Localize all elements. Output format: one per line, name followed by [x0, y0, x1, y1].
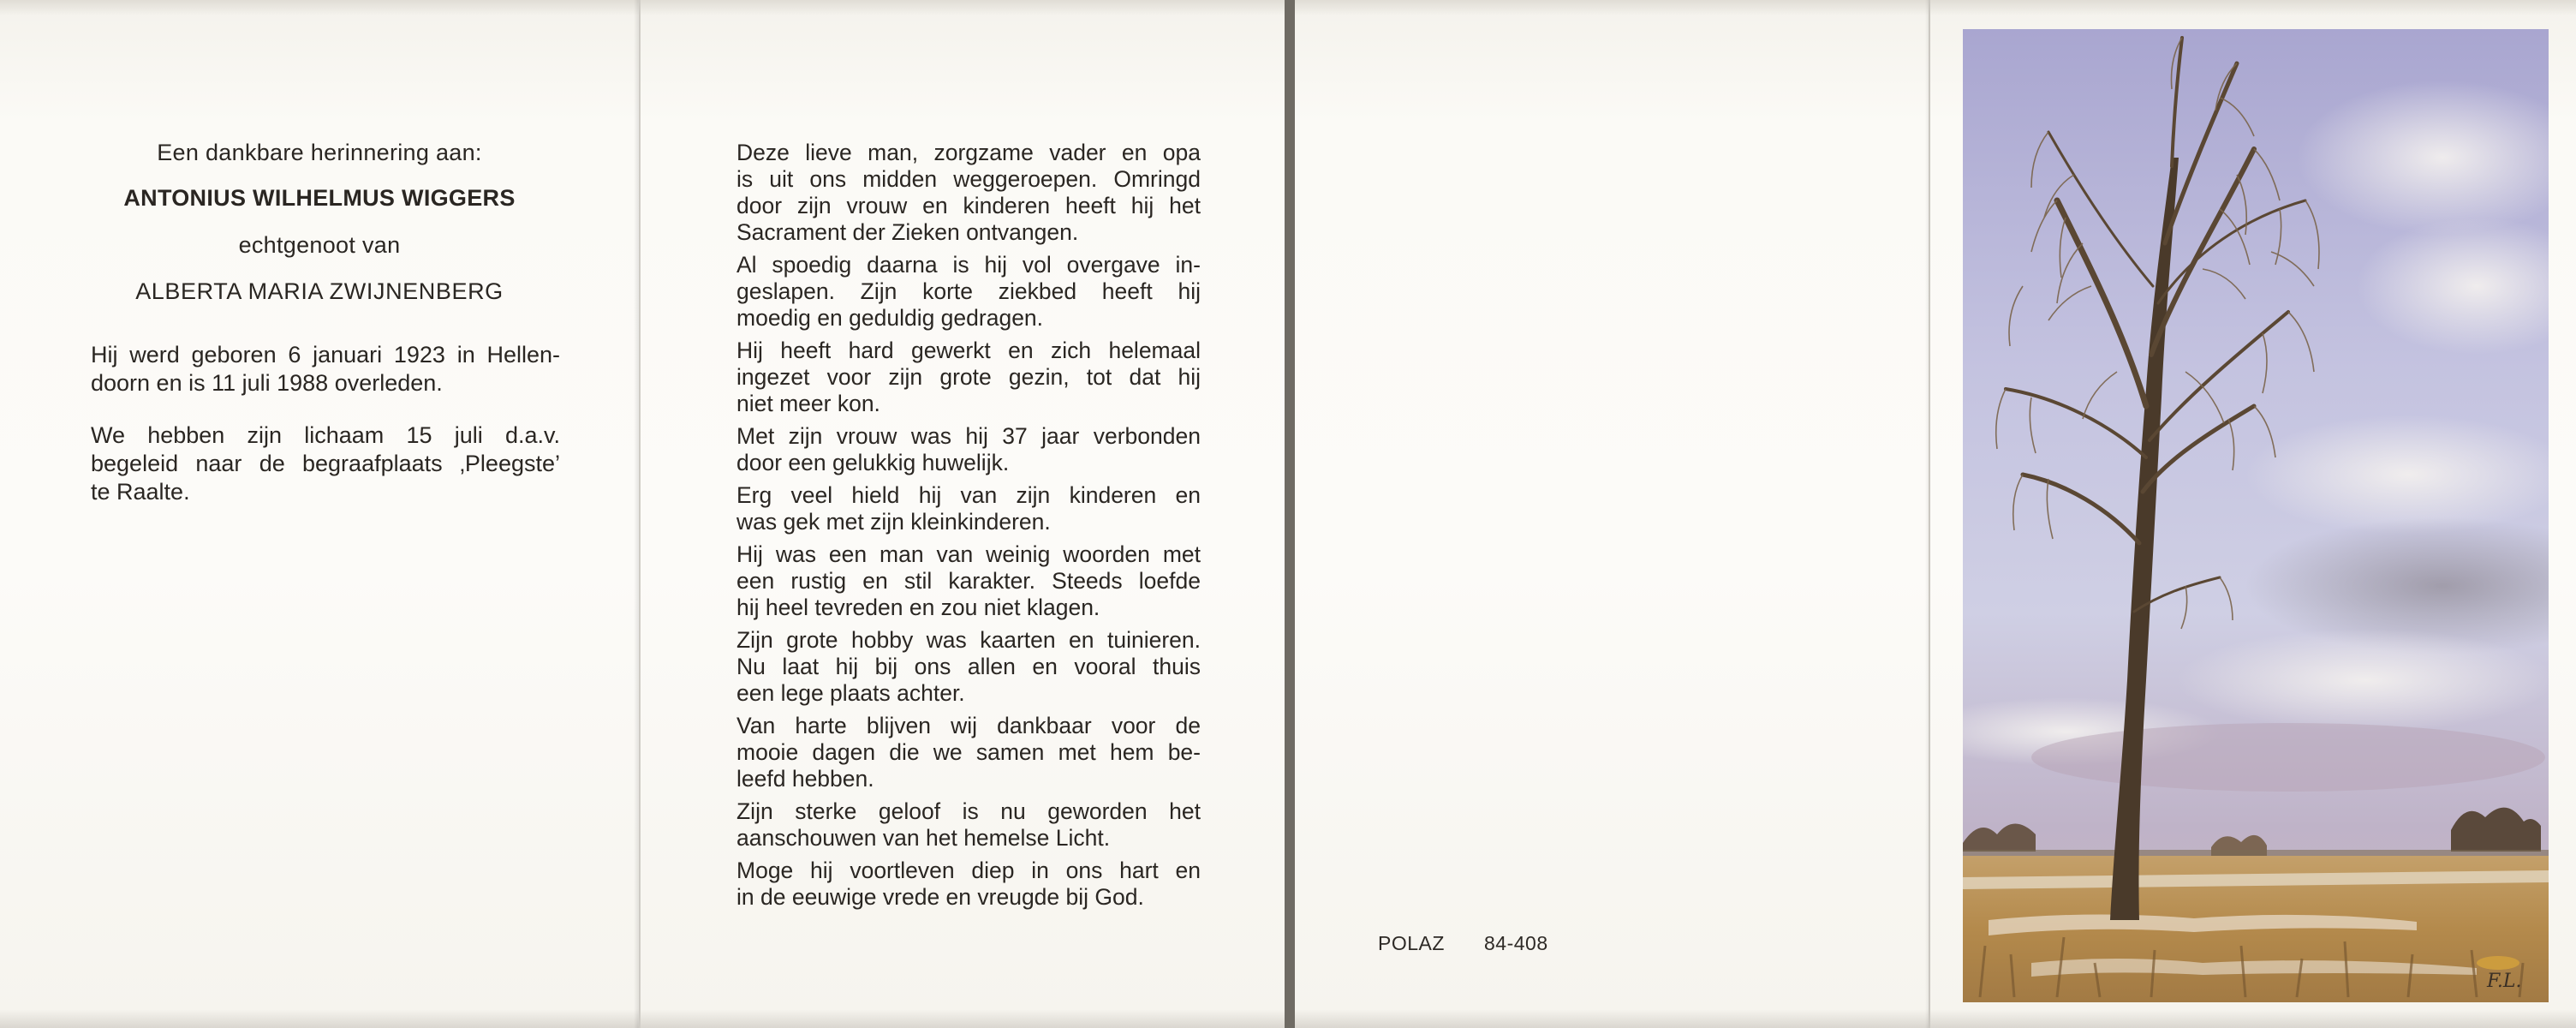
text-line: was gek met zijn kleinkinderen. — [736, 509, 1051, 535]
memorial-paragraph — [736, 713, 1201, 792]
publisher-label: POLAZ — [1378, 932, 1445, 954]
text-line: is uit ons midden weggeroepen. Omringd — [736, 166, 1201, 192]
text-line: Hij werd geboren 6 januari 1923 in Hellen- — [91, 342, 560, 368]
text-line: Hij heeft hard gewerkt en zich helemaal — [736, 338, 1201, 363]
text-line: door een gelukkig huwelijk. — [736, 450, 1010, 475]
text-line: te Raalte. — [91, 479, 190, 505]
memorial-paragraph — [736, 541, 1201, 621]
paper-edge-top — [641, 0, 1285, 15]
text-line: moedig en geduldig gedragen. — [736, 305, 1044, 331]
paper-edge-bottom — [0, 1009, 639, 1028]
paper-edge-top — [1295, 0, 1929, 15]
paper-edge-top — [0, 0, 639, 15]
text-line: Erg veel hield hij van zijn kinderen en — [736, 482, 1201, 508]
text-line: in de eeuwige vrede en vreugde bij God. — [736, 884, 1144, 910]
text-line: We hebben zijn lichaam 15 juli d.a.v. — [91, 422, 560, 448]
text-line: geslapen. Zijn korte ziekbed heeft hij — [736, 278, 1201, 304]
text-line: mooie dagen die we samen met hem be- — [736, 739, 1201, 765]
spouse-name: ALBERTA MARIA ZWIJNENBERG — [135, 278, 504, 304]
text-line: een lege plaats achter. — [736, 680, 965, 706]
paper-edge-bottom — [1295, 1009, 1929, 1028]
text-line: Hij was een man van weinig woorden met — [736, 541, 1201, 567]
memorial-paragraph — [736, 338, 1201, 417]
watercolor-tree-painting — [1963, 29, 2549, 1002]
text-line: doorn en is 11 juli 1988 overleden. — [91, 370, 443, 396]
tree-landscape-image — [1963, 29, 2549, 1002]
memorial-paragraph — [736, 423, 1201, 476]
memorial-text — [736, 140, 1201, 917]
memorial-paragraph — [736, 627, 1201, 707]
text-line: door zijn vrouw en kinderen heeft hij het — [736, 193, 1201, 218]
card-panel-middle — [641, 0, 1285, 1028]
artist-initials: F.L. — [2487, 971, 2522, 992]
text-line: niet meer kon. — [736, 391, 880, 416]
catalog-number: 84-408 — [1484, 932, 1548, 954]
card-panel-back — [1295, 0, 1929, 1028]
deceased-name: ANTONIUS WILHELMUS WIGGERS — [123, 185, 516, 211]
text-line: Van harte blijven wij dankbaar voor de — [736, 713, 1201, 738]
card-panel-front — [1930, 0, 2576, 1028]
text-line: Zijn sterke geloof is nu geworden het — [736, 798, 1201, 824]
text-line: leefd hebben. — [736, 766, 874, 792]
text-line: Met zijn vrouw was hij 37 jaar verbonden — [736, 423, 1201, 449]
memorial-paragraph — [736, 798, 1201, 852]
text-line: hij heel tevreden en zou niet klagen. — [736, 595, 1100, 620]
text-line: ingezet voor zijn grote gezin, tot dat hij — [736, 364, 1201, 390]
text-line: Sacrament der Zieken ontvangen. — [736, 219, 1079, 245]
text-line: aanschouwen van het hemelse Licht. — [736, 825, 1111, 851]
memorial-paragraph — [736, 140, 1201, 246]
text-line: Al spoedig daarna is hij vol overgave in- — [736, 252, 1201, 278]
dedication-intro: Een dankbare herinnering aan: — [157, 140, 482, 165]
text-line: een rustig en stil karakter. Steeds loefde — [736, 568, 1201, 594]
text-line: Nu laat hij bij ons allen en vooral thuis — [736, 654, 1201, 679]
paper-edge-top — [1930, 0, 2576, 15]
card-panel-left — [0, 0, 639, 1028]
memorial-paragraph — [736, 252, 1201, 332]
burial-paragraph — [91, 421, 560, 506]
text-line: Deze lieve man, zorgzame vader en opa — [736, 140, 1201, 165]
paper-edge-bottom — [1930, 1009, 2576, 1028]
text-line: Zijn grote hobby was kaarten en tuinieren. — [736, 627, 1201, 653]
memorial-paragraph — [736, 858, 1201, 911]
card-gap — [1285, 0, 1295, 1028]
paper-edge-bottom — [641, 1009, 1285, 1028]
birth-death-paragraph — [91, 341, 560, 397]
text-line: Moge hij voortleven diep in ons hart en — [736, 858, 1201, 883]
memorial-paragraph — [736, 482, 1201, 535]
text-line: begeleid naar de begraafplaats ‚Pleegste’ — [91, 451, 560, 476]
spouse-intro: echtgenoot van — [238, 232, 401, 258]
